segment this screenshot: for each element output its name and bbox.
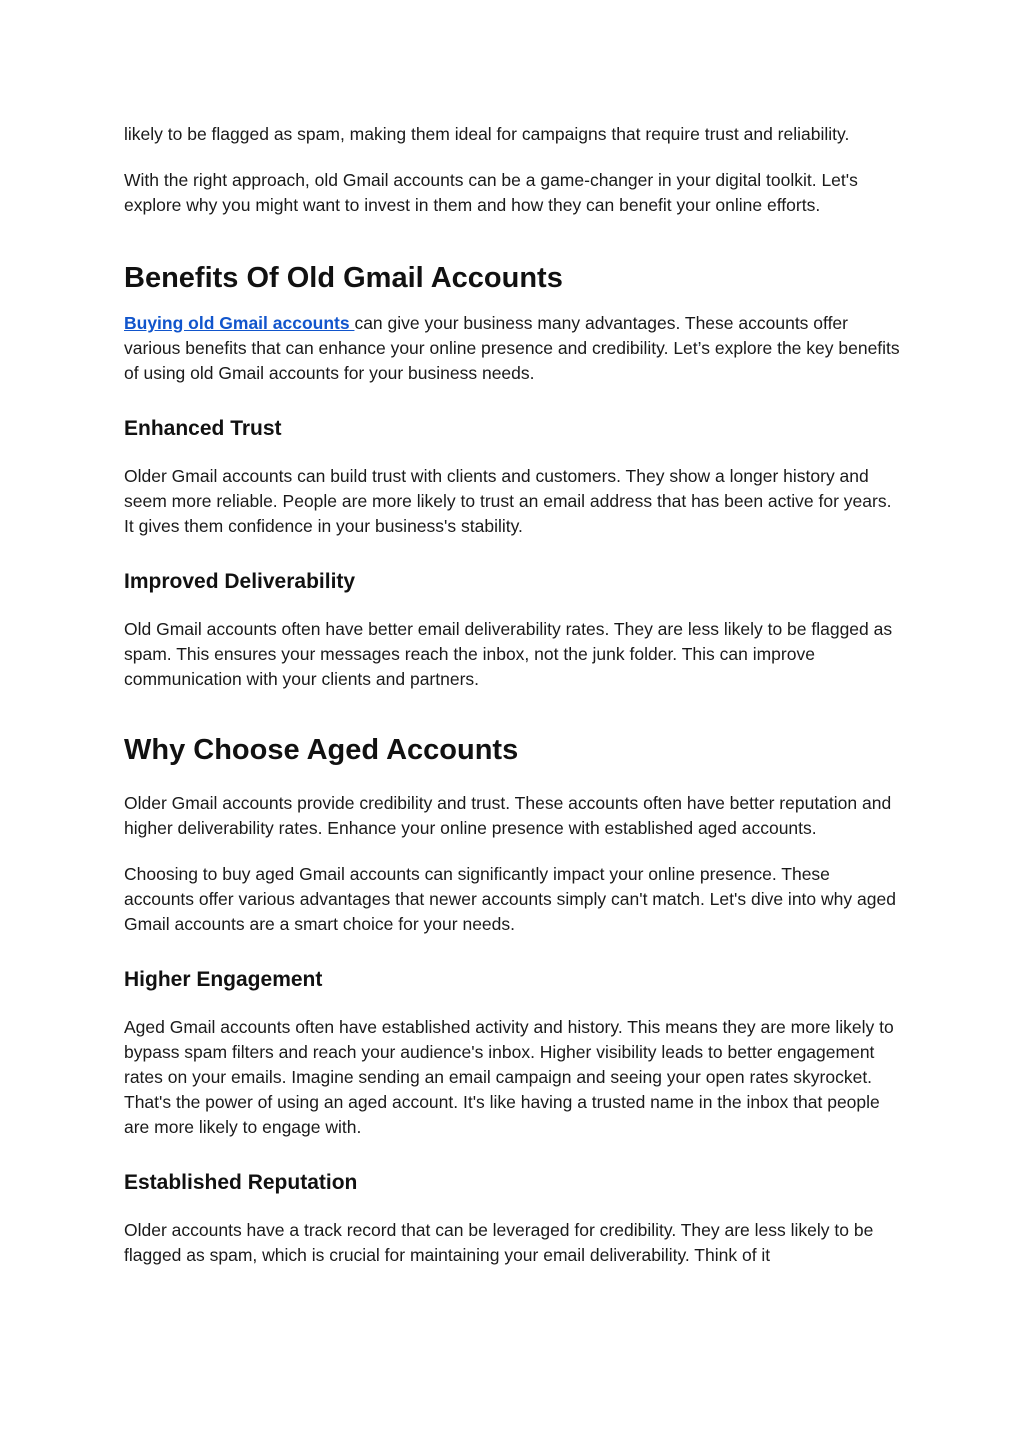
higher-engagement-paragraph: Aged Gmail accounts often have established activity and history. This means they are more likely to bypass spam filters and reach your audience's inbox. Higher visibility leads to better engagement rates on your emails. Imagine sending an email campaign and seeing your open rates skyrocket. That's the power of using an aged account. It's like having a trusted name in the inbox that people are more likely to engage with.: [124, 1017, 894, 1137]
heading-enhanced-trust: Enhanced Trust: [124, 417, 282, 440]
improved-deliverability-paragraph: Old Gmail accounts often have better email deliverability rates. They are less likely to be flagged as spam. This ensures your messages reach the inbox, not the junk folder. This can improve communication with your clients and partners.: [124, 619, 893, 689]
heading-improved-deliverability: Improved Deliverability: [124, 570, 356, 593]
benefits-paragraph-text: can give your business many advantages. These accounts offer various benefits that can enhance your online presence and credibility. Let’s explore the key benefits of using old Gmail accounts for your business needs.: [124, 313, 900, 383]
document-page: [124, 122, 900, 1268]
benefits-paragraph: [124, 311, 900, 386]
heading-higher-engagement: Higher Engagement: [124, 968, 323, 991]
heading-established-reputation: Established Reputation: [124, 1171, 358, 1194]
established-reputation-paragraph: Older accounts have a track record that can be leveraged for credibility. They are less likely to be flagged as spam, which is crucial for maintaining your email deliverability. Think of it: [124, 1220, 874, 1265]
enhanced-trust-paragraph: Older Gmail accounts can build trust with clients and customers. They show a longer history and seem more reliable. People are more likely to trust an email address that has been active for years. It gives them confidence in your business's stability.: [124, 466, 892, 536]
intro-paragraph-1: likely to be flagged as spam, making them ideal for campaigns that require trust and reliability.: [124, 124, 850, 144]
heading-why-aged: Why Choose Aged Accounts: [124, 734, 519, 766]
why-aged-paragraph-1: Older Gmail accounts provide credibility and trust. These accounts often have better reputation and higher deliverability rates. Enhance your online presence with established aged accounts.: [124, 793, 892, 838]
why-aged-paragraph-2: Choosing to buy aged Gmail accounts can significantly impact your online presence. These accounts offer various advantages that newer accounts simply can't match. Let's dive into why aged Gmail accounts are a smart choice for your needs.: [124, 864, 896, 934]
buying-old-gmail-link[interactable]: Buying old Gmail accounts: [124, 313, 355, 333]
intro-paragraph-2: With the right approach, old Gmail accounts can be a game-changer in your digital toolkit. Let's explore why you might want to invest in them and how they can benefit your online efforts.: [124, 170, 858, 215]
heading-benefits: Benefits Of Old Gmail Accounts: [124, 262, 563, 294]
